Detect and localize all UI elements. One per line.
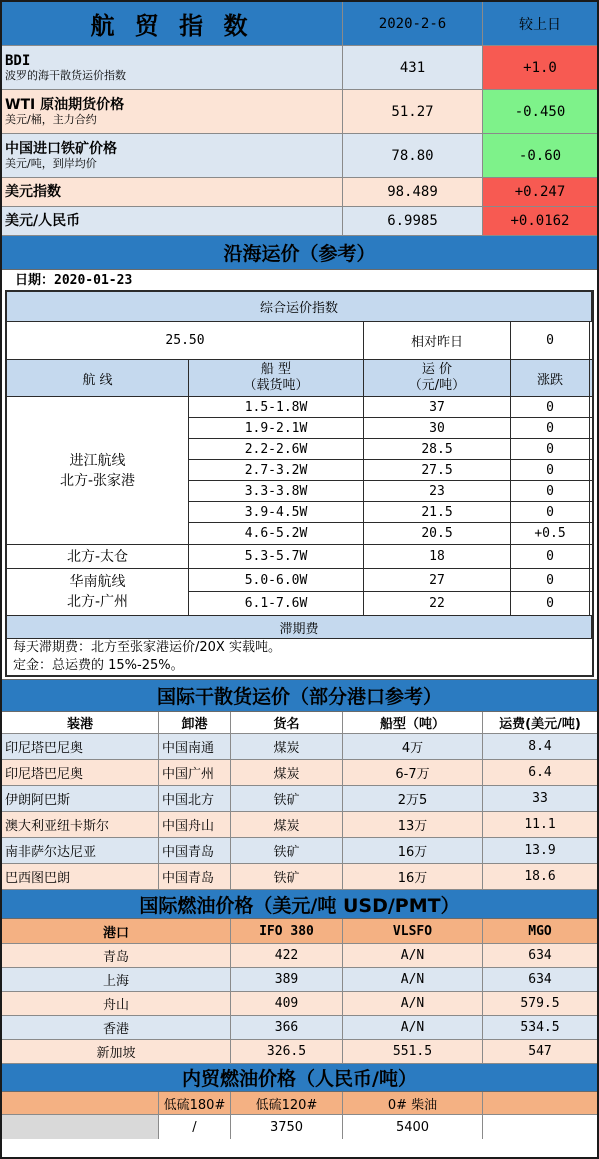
- index-value: 6.9985: [343, 207, 483, 235]
- table-row: 1.9-2.1W 30 0: [189, 418, 592, 439]
- index-subtitle: 波罗的海干散货运价指数: [5, 69, 126, 82]
- index-row-bdi: [2, 46, 597, 90]
- table-cell: 中国青岛: [159, 838, 231, 863]
- col-change: 涨跌: [511, 360, 590, 396]
- table-cell: 18.6: [524, 869, 556, 884]
- table-row: [2, 786, 597, 812]
- table-cell: 中国广州: [159, 760, 231, 785]
- table-cell: 煤炭: [231, 734, 343, 759]
- table-cell: 上海: [2, 968, 231, 991]
- route-group-guangzhou: [7, 569, 592, 616]
- note-line: 每天滞期费：北方至张家港运价/20X 实载吨。: [13, 640, 281, 655]
- coastal-panel: [2, 270, 597, 680]
- index-name: WTI 原油期货价格: [5, 97, 125, 113]
- table-cell: 煤炭: [231, 812, 343, 837]
- table-cell: 4万: [343, 734, 483, 759]
- intl-fuel-headers: 港口 IFO 380 VLSFO MGO: [2, 919, 597, 944]
- route-label: 北方-广州: [66, 594, 129, 610]
- table-cell: 巴西图巴朗: [2, 864, 159, 889]
- index-header-row: [2, 2, 597, 46]
- table-cell: 547: [528, 1044, 552, 1059]
- index-change: +0.0162: [483, 207, 597, 235]
- domestic-fuel-values: / 3750 5400: [2, 1115, 597, 1139]
- route-label: 华南航线: [69, 574, 126, 590]
- table-row: [2, 968, 597, 992]
- table-cell: 青岛: [2, 944, 231, 967]
- table-cell: 579.5: [520, 996, 560, 1011]
- domestic-fuel-section-title: 内贸燃油价格（人民币/吨）: [2, 1064, 597, 1092]
- table-cell: 33: [532, 791, 548, 806]
- col-ship-sub: （载货吨）: [243, 378, 309, 393]
- index-subtitle: 美元/桶，主力合约: [5, 113, 97, 126]
- intl-fuel-section-title: 国际燃油价格（美元/吨 USD/PMT）: [2, 890, 597, 919]
- index-change: +1.0: [483, 46, 597, 89]
- index-row-dxy: [2, 178, 597, 207]
- table-cell: 11.1: [524, 817, 556, 832]
- table-cell: 366: [231, 1016, 343, 1039]
- table-row: [2, 1016, 597, 1040]
- index-name: BDI: [5, 53, 31, 69]
- table-row: 3.3-3.8W 23 0: [189, 481, 592, 502]
- table-row: [2, 760, 597, 786]
- table-cell: 中国青岛: [159, 864, 231, 889]
- index-change: -0.450: [483, 90, 597, 133]
- table-cell: 6.4: [528, 765, 552, 780]
- demurrage-notes: [7, 638, 592, 675]
- table-cell: 印尼塔巴尼奥: [2, 760, 159, 785]
- table-cell: 中国北方: [159, 786, 231, 811]
- note-line: 定金：总运费的 15%-25%。: [13, 658, 184, 673]
- index-value: 78.80: [343, 134, 483, 177]
- coastal-column-headers: [7, 360, 592, 397]
- table-cell: 新加坡: [2, 1040, 231, 1063]
- table-row: 2.2-2.6W 28.5 0: [189, 439, 592, 460]
- table-cell: 13.9: [524, 843, 556, 858]
- index-name: 美元/人民币: [5, 213, 81, 229]
- table-cell: 6-7万: [343, 760, 483, 785]
- table-cell: 香港: [2, 1016, 231, 1039]
- index-row-usdcny: [2, 207, 597, 236]
- table-cell: 13万: [343, 812, 483, 837]
- index-change: -0.60: [483, 134, 597, 177]
- index-row-iron-ore: [2, 134, 597, 178]
- index-subtitle: 美元/吨，到岸均价: [5, 157, 97, 170]
- table-cell: 伊朗阿巴斯: [2, 786, 159, 811]
- table-cell: A/N: [343, 944, 483, 967]
- table-row: 5.0-6.0W 27 0: [189, 569, 592, 592]
- intl-dry-section-title: 国际干散货运价（部分港口参考）: [2, 680, 597, 712]
- route-group-zhangjiagang: [7, 397, 592, 545]
- table-row: [2, 1040, 597, 1064]
- table-cell: A/N: [343, 1016, 483, 1039]
- compare-label: 相对昨日: [364, 322, 511, 359]
- table-cell: 16万: [343, 838, 483, 863]
- route-group-taicang: [7, 545, 592, 569]
- table-cell: 16万: [343, 864, 483, 889]
- coastal-table: [5, 290, 594, 677]
- table-cell: 南非萨尔达尼亚: [2, 838, 159, 863]
- table-cell: 2万5: [343, 786, 483, 811]
- index-change: +0.247: [483, 178, 597, 206]
- intl-dry-rows: [2, 734, 597, 890]
- col-price-sub: （元/吨）: [408, 378, 466, 393]
- table-cell: 634: [528, 948, 552, 963]
- table-row: 3.9-4.5W 21.5 0: [189, 502, 592, 523]
- table-cell: 舟山: [2, 992, 231, 1015]
- table-cell: 铁矿: [231, 838, 343, 863]
- table-cell: 534.5: [520, 1020, 560, 1035]
- demurrage-title: 滞期费: [7, 616, 592, 638]
- col-price: 运 价: [421, 362, 453, 377]
- route-label: 北方-张家港: [59, 472, 136, 489]
- table-row: [2, 812, 597, 838]
- table-cell: 铁矿: [231, 864, 343, 889]
- table-cell: 煤炭: [231, 760, 343, 785]
- composite-index-label: 综合运价指数: [7, 292, 592, 321]
- table-cell: 印尼塔巴尼奥: [2, 734, 159, 759]
- index-value: 98.489: [343, 178, 483, 206]
- change-header: 较上日: [483, 2, 597, 45]
- table-cell: 澳大利亚纽卡斯尔: [2, 812, 159, 837]
- col-ship: 船 型: [260, 362, 292, 377]
- page-title: 航 贸 指 数: [2, 2, 343, 45]
- compare-value: 0: [511, 322, 590, 359]
- index-name: 中国进口铁矿价格: [5, 141, 117, 157]
- table-cell: 中国南通: [159, 734, 231, 759]
- table-row: [2, 864, 597, 890]
- table-row: 6.1-7.6W 22 0: [189, 592, 592, 615]
- table-cell: 409: [231, 992, 343, 1015]
- index-row-wti: [2, 90, 597, 134]
- index-value: 431: [343, 46, 483, 89]
- table-row: [2, 734, 597, 760]
- report-date: 2020-2-6: [343, 2, 483, 45]
- table-cell: 422: [231, 944, 343, 967]
- table-row: 2.7-3.2W 27.5 0: [189, 460, 592, 481]
- intl-dry-headers: 装港 卸港 货名 船型（吨） 运费(美元/吨): [2, 712, 597, 734]
- table-cell: 8.4: [528, 739, 552, 754]
- table-row: 1.5-1.8W 37 0: [189, 397, 592, 418]
- composite-index-value: 25.50: [7, 322, 364, 359]
- route-label: 进江航线: [69, 452, 126, 469]
- table-cell: 铁矿: [231, 786, 343, 811]
- coastal-section-title: 沿海运价（参考）: [2, 236, 597, 270]
- table-cell: 326.5: [231, 1040, 343, 1063]
- domestic-fuel-headers: 低硫180# 低硫120# 0# 柴油: [2, 1092, 597, 1115]
- intl-fuel-rows: [2, 944, 597, 1064]
- table-cell: A/N: [343, 968, 483, 991]
- col-route: 航 线: [7, 360, 189, 396]
- index-value: 51.27: [343, 90, 483, 133]
- table-cell: 389: [231, 968, 343, 991]
- table-row: 4.6-5.2W 20.5 +0.5: [189, 523, 592, 544]
- table-cell: A/N: [343, 992, 483, 1015]
- table-row: [2, 992, 597, 1016]
- coastal-date: 日期：2020-01-23: [15, 273, 133, 288]
- route-label: 北方-太仓: [7, 545, 189, 568]
- table-cell: 551.5: [343, 1040, 483, 1063]
- table-row: 5.3-5.7W 18 0: [189, 545, 592, 568]
- table-row: [2, 944, 597, 968]
- index-name: 美元指数: [5, 184, 61, 200]
- table-cell: 634: [528, 972, 552, 987]
- table-cell: 中国舟山: [159, 812, 231, 837]
- table-row: [2, 838, 597, 864]
